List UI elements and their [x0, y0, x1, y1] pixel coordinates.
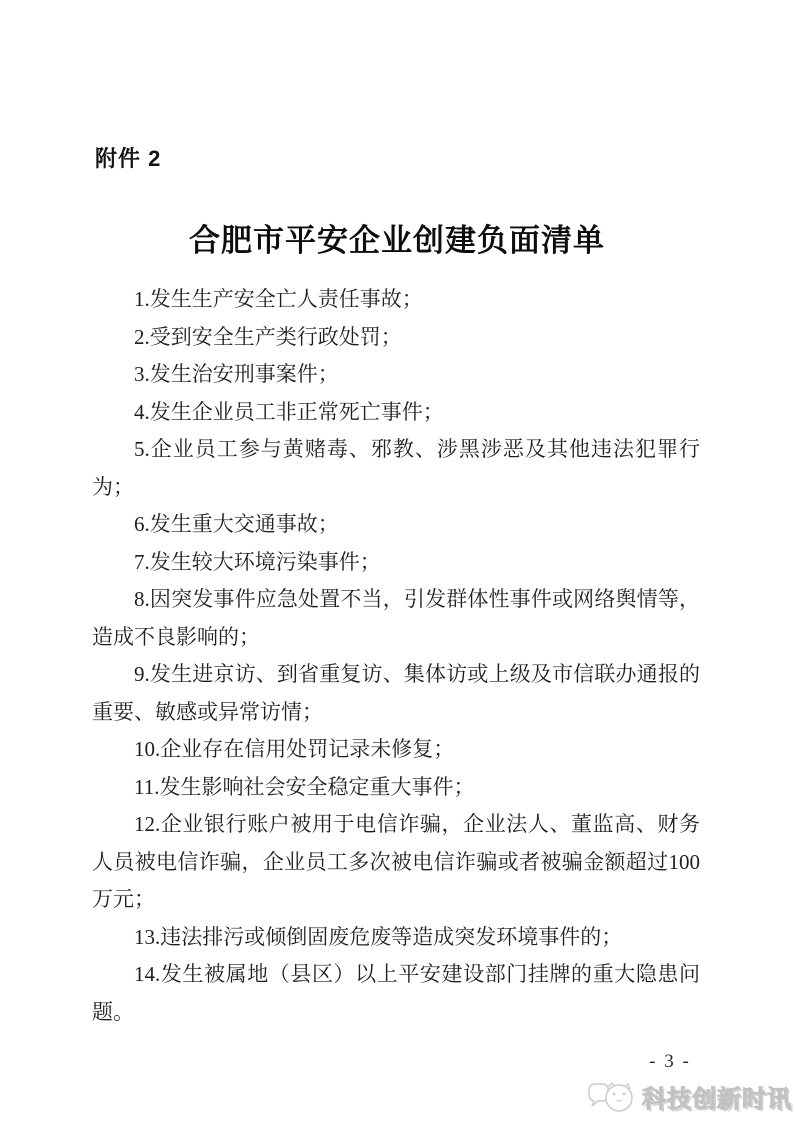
list-item: 8.因突发事件应急处置不当，引发群体性事件或网络舆情等，造成不良影响的； [92, 587, 700, 649]
list-item: 2.受到安全生产类行政处罚； [134, 324, 402, 349]
list-item: 7.发生较大环境污染事件； [134, 549, 381, 574]
list-item: 9.发生进京访、到省重复访、集体访或上级及市信联办通报的重要、敏感或异常访情； [92, 662, 700, 724]
list-item: 3.发生治安刑事案件； [134, 362, 339, 386]
list-item: 11.发生影响社会安全稳定重大事件； [134, 774, 475, 799]
document-title: 合肥市平安企业创建负面清单 [189, 222, 605, 258]
watermark-text: 科技创新时讯 [642, 1086, 792, 1113]
page-number: - 3 - [649, 1051, 691, 1072]
watermark [586, 1079, 792, 1114]
list-item: 1.发生生产安全亡人责任事故； [134, 287, 423, 311]
list-item: 4.发生企业员工非正常死亡事件； [134, 399, 444, 424]
watermark-logo-icon [586, 1080, 638, 1114]
attachment-label: 附件 2 [95, 146, 162, 171]
list-item: 5.企业员工参与黄赌毒、邪教、涉黑涉恶及其他违法犯罪行为； [92, 437, 700, 499]
negative-list-body [92, 281, 700, 1031]
list-item: 10.企业存在信用处罚记录未修复； [134, 737, 455, 761]
list-item: 6.发生重大交通事故； [134, 512, 339, 536]
list-item: 14.发生被属地（县区）以上平安建设部门挂牌的重大隐患问题。 [92, 962, 700, 1024]
list-item: 12.企业银行账户被用于电信诈骗，企业法人、董监高、财务人员被电信诈骗，企业员工多次被电信诈骗或者被骗金额超过100 万元； [92, 812, 700, 911]
list-item: 13.违法排污或倾倒固废危废等造成突发环境事件的； [134, 924, 623, 949]
